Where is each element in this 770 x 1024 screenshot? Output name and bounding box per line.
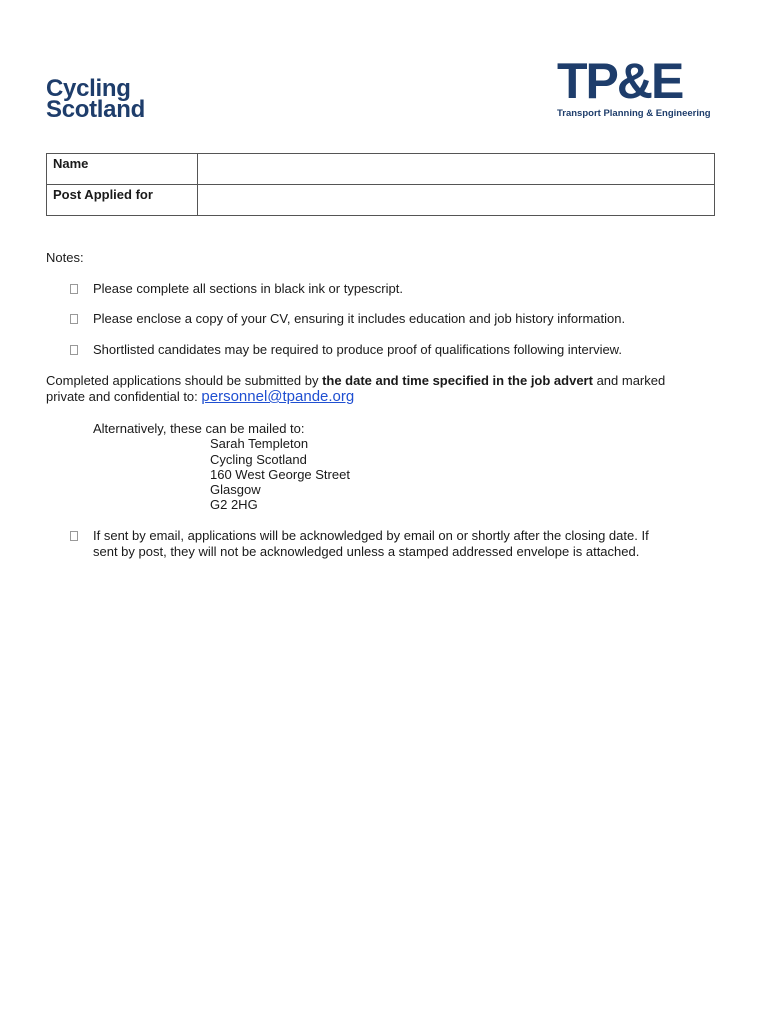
tpe-logo <box>557 53 711 119</box>
form-row-post <box>47 185 715 216</box>
address-line-street: 160 West George Street <box>210 467 350 482</box>
address-line-name: Sarah Templeton <box>210 436 309 451</box>
bullet-icon <box>70 531 78 541</box>
acknowledgement-line-2: sent by post, they will not be acknowledged unless a stamped addressed envelope is attached. <box>93 544 640 559</box>
alternative-intro: Alternatively, these can be mailed to: <box>93 421 305 436</box>
email-link[interactable]: personnel@tpande.org <box>201 388 355 405</box>
submission-text-2: and marked <box>592 373 666 388</box>
name-field[interactable] <box>198 154 715 185</box>
notes-heading: Notes: <box>46 250 84 265</box>
submission-deadline: the date and time specified in the job advert <box>322 373 593 388</box>
note-item-1: Please complete all sections in black ink or typescript. <box>93 281 403 296</box>
logo-line-2: Scotland <box>46 96 145 123</box>
submission-line-2 <box>46 389 354 405</box>
bullet-icon <box>70 284 78 294</box>
logo-line-1: Cycling <box>46 75 131 102</box>
address-line-city: Glasgow <box>210 482 261 497</box>
address-line-org: Cycling Scotland <box>210 452 307 467</box>
note-item-2: Please enclose a copy of your CV, ensuring it includes education and job history information. <box>93 311 626 326</box>
bullet-icon <box>70 345 78 355</box>
submission-text-3: private and confidential to: <box>46 389 202 404</box>
name-label: Name <box>47 154 198 185</box>
bullet-icon <box>70 314 78 324</box>
cycling-scotland-logo <box>46 75 145 123</box>
submission-line-1 <box>46 373 665 389</box>
post-applied-label: Post Applied for <box>47 185 198 216</box>
post-applied-field[interactable] <box>198 185 715 216</box>
acknowledgement-line-1: If sent by email, applications will be acknowledged by email on or shortly after the closing date. If <box>93 528 649 543</box>
tpe-logo-tagline: Transport Planning & Engineering <box>557 108 711 119</box>
applicant-form-table <box>46 153 715 216</box>
submission-text-1: Completed applications should be submitted by <box>46 373 323 388</box>
note-item-3: Shortlisted candidates may be required to produce proof of qualifications following interview. <box>93 342 622 357</box>
form-row-name <box>47 154 715 185</box>
tpe-logo-main: TP&E <box>557 53 683 109</box>
address-line-postcode: G2 2HG <box>210 497 258 512</box>
